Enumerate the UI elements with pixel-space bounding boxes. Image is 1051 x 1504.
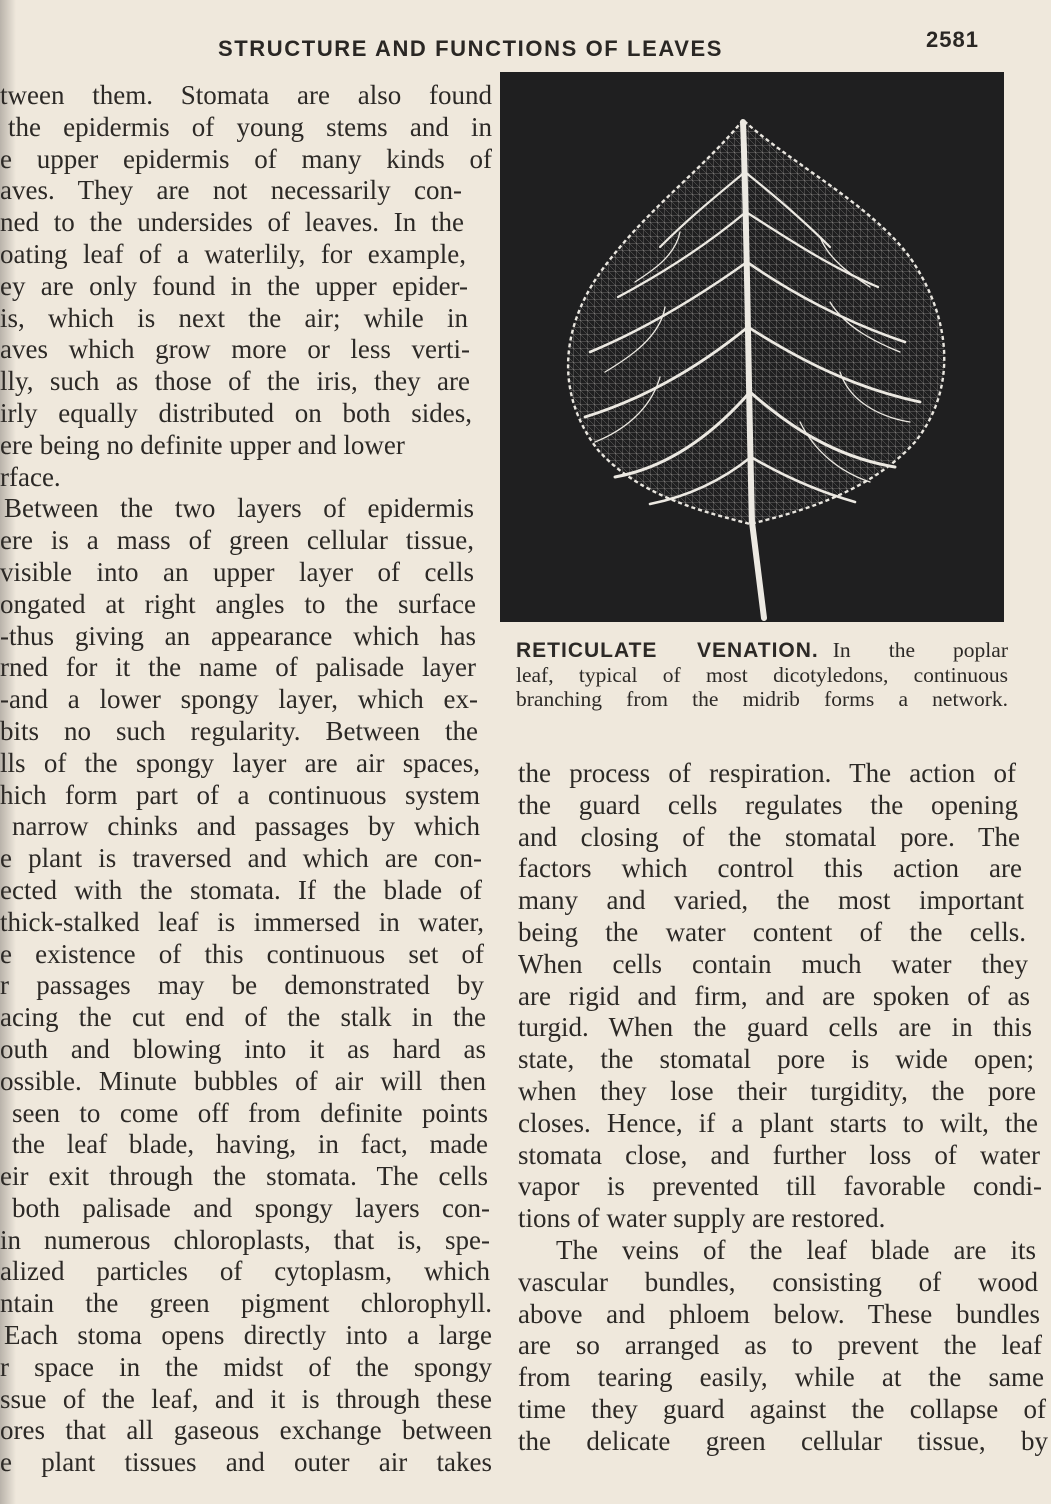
caption-line: branching from the midrib forms a network. [516,687,1008,711]
text-line: Between the two layers of epidermis [4,493,474,524]
text-line: rned for it the name of palisade layer [0,652,476,683]
right-text-column [518,758,1048,1458]
caption-text: In the poplar [832,638,1008,662]
text-line: ntain the green pigment chlorophyll. [0,1288,492,1319]
text-line: vascular bundles, consisting of wood [518,1266,1038,1297]
text-line: e plant tissues and outer air takes [0,1447,492,1478]
text-line: are so arranged as to prevent the leaf [518,1330,1042,1361]
text-line: -and a lower spongy layer, which ex- [0,684,478,715]
text-line: rface. [0,461,61,492]
text-line: above and phloem below. These bundles [518,1298,1040,1329]
text-line: when they lose their turgidity, the pore [518,1075,1036,1106]
text-line: from tearing easily, while at the same [518,1362,1044,1393]
text-line: thick-stalked leaf is immersed in water, [0,906,484,937]
text-line: alized particles of cytoplasm, which [0,1256,490,1287]
caption-title: RETICULATE VENATION. [516,639,819,662]
page-number: 2581 [926,27,979,52]
text-line: factors which control this action are [518,853,1022,884]
text-line: acing the cut end of the stalk in the [0,1002,486,1033]
text-line: ned to the undersides of leaves. In the [0,207,464,238]
text-line: hich form part of a continuous system [0,779,480,810]
text-line: is, which is next the air; while in [0,302,468,333]
text-line: ere being no definite upper and lower [0,429,405,460]
text-line: tween them. Stomata are also found [0,80,492,110]
text-line: are rigid and firm, and are spoken of as [518,980,1030,1011]
text-line: ssue of the leaf, and it is through these [0,1383,492,1414]
text-line: state, the stomatal pore is wide open; [518,1044,1034,1075]
text-line: many and varied, the most important [518,885,1024,916]
text-line: Each stoma opens directly into a large [4,1320,492,1351]
text-line: e upper epidermis of many kinds of [0,143,492,174]
text-line: r passages may be demonstrated by [0,970,484,1001]
text-line: ere is a mass of green cellular tissue, [0,525,474,556]
text-line: the delicate green cellular tissue, by [518,1425,1048,1456]
text-line: r space in the midst of the spongy [0,1351,492,1382]
text-line: outh and blowing into it as hard as [0,1033,486,1064]
text-line: -thus giving an appearance which has [0,620,476,651]
text-line: When cells contain much water they [518,948,1028,979]
text-line: and closing of the stomatal pore. The [518,821,1020,852]
text-line: irly equally distributed on both sides, [0,397,472,428]
text-line: both palisade and spongy layers con- [12,1192,490,1223]
text-line: turgid. When the guard cells are in this [518,1012,1032,1043]
text-line: tions of water supply are restored. [518,1203,886,1234]
text-line: e plant is traversed and which are con- [0,843,482,874]
left-text-column [0,80,492,1479]
text-line: e existence of this continuous set of [0,938,484,969]
text-line: being the water content of the cells. [518,916,1026,947]
text-line: in numerous chloroplasts, that is, spe- [0,1224,490,1255]
text-line: the leaf blade, having, in fact, made [12,1129,488,1160]
text-line: visible into an upper layer of cells [0,556,474,587]
figure-caption [516,638,1008,711]
text-line: lls of the spongy layer are air spaces, [0,747,480,778]
text-line: closes. Hence, if a plant starts to wilt, the [518,1107,1038,1138]
text-line: oating leaf of a waterlily, for example, [0,238,466,269]
text-line: eir exit through the stomata. The cells [0,1161,488,1192]
running-head: STRUCTURE AND FUNCTIONS OF LEAVES [218,36,724,61]
text-line: the process of respiration. The action of [518,758,1016,788]
text-line: narrow chinks and passages by which [12,811,480,842]
text-line: lly, such as those of the iris, they are [0,366,470,397]
caption-line: leaf, typical of most dicotyledons, continuous [516,663,1008,687]
leaf-venation-photo [500,72,1004,622]
text-line: seen to come off from definite points [12,1097,488,1128]
text-line: vapor is prevented till favorable condi- [518,1171,1042,1202]
text-line: aves. They are not necessarily con- [0,175,462,206]
text-line: ected with the stomata. If the blade of [0,874,482,905]
caption-line [516,638,1008,663]
poplar-leaf-skeleton-image [500,72,1004,622]
text-line: The veins of the leaf blade are its [556,1234,1036,1265]
text-line: stomata close, and further loss of water [518,1139,1040,1170]
text-line: ongated at right angles to the surface [0,588,476,619]
text-line: ores that all gaseous exchange between [0,1415,492,1446]
text-line: ey are only found in the upper epider- [0,270,468,301]
text-line: the guard cells regulates the opening [518,789,1018,820]
text-line: bits no such regularity. Between the [0,715,478,746]
text-line: time they guard against the collapse of [518,1393,1046,1424]
text-line: aves which grow more or less verti- [0,334,470,365]
text-line: ossible. Minute bubbles of air will then [0,1065,486,1096]
text-line: the epidermis of young stems and in [8,111,492,142]
